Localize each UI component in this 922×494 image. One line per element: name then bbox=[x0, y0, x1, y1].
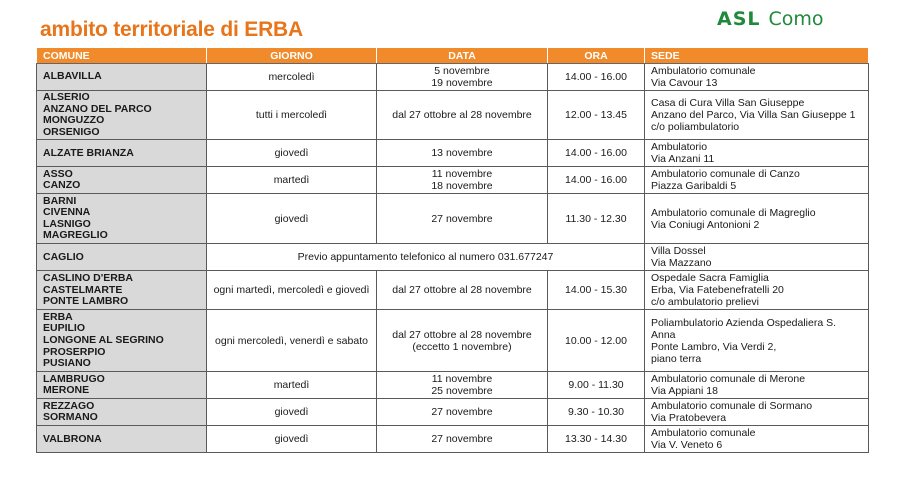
page-title: ambito territoriale di ERBA bbox=[40, 18, 303, 41]
comune-cell-line: PONTE LAMBRO bbox=[43, 295, 129, 308]
comune-cell bbox=[37, 271, 207, 310]
comune-cell bbox=[37, 194, 207, 244]
sede-cell-line: Via Coniugi Antonioni 2 bbox=[651, 218, 760, 231]
giorno-cell bbox=[207, 140, 377, 167]
comune-cell-line: ALSERIO bbox=[43, 91, 90, 103]
giorno-cell-line: giovedì bbox=[274, 212, 309, 225]
schedule-table bbox=[36, 47, 869, 453]
comune-cell-line: LAMBRUGO bbox=[43, 372, 105, 385]
sede-cell bbox=[645, 64, 869, 91]
comune-cell-line: MONGUZZO bbox=[43, 114, 105, 127]
giorno-cell bbox=[207, 167, 377, 194]
ora-cell-line: 9.30 - 10.30 bbox=[567, 406, 625, 419]
comune-cell-line: BARNI bbox=[43, 194, 77, 207]
comune-cell-line: ERBA bbox=[43, 310, 73, 323]
comune-cell-line: PROSERPIO bbox=[43, 345, 106, 358]
data-cell-line: 5 novembre bbox=[434, 65, 490, 77]
data-cell bbox=[377, 399, 548, 426]
comune-cell-line: LONGONE AL SEGRINO bbox=[43, 334, 164, 347]
comune-cell bbox=[37, 64, 207, 91]
sede-cell-line: Piazza Garibaldi 5 bbox=[651, 180, 737, 193]
data-cell-line: 13 novembre bbox=[431, 147, 493, 160]
data-cell-line: dal 27 ottobre al 28 novembre bbox=[392, 284, 532, 297]
comune-cell-line: CAGLIO bbox=[43, 250, 84, 263]
sede-cell-line: Ponte Lambro, Via Verdi 2, bbox=[651, 340, 777, 353]
comune-cell bbox=[37, 244, 207, 271]
table-row bbox=[37, 372, 869, 399]
data-cell bbox=[377, 372, 548, 399]
sede-cell-line: c/o ambulatorio prelievi bbox=[651, 296, 759, 309]
table-row bbox=[37, 310, 869, 372]
data-cell-line: 11 novembre bbox=[431, 168, 493, 181]
data-cell bbox=[377, 140, 548, 167]
appointment-note-cell: Previo appuntamento telefonico al numero 031.677247 bbox=[207, 244, 645, 271]
ora-cell-line: 14.00 - 16.00 bbox=[565, 147, 627, 160]
giorno-cell-line: ogni martedì, mercoledì e giovedì bbox=[213, 284, 370, 297]
table-row bbox=[37, 271, 869, 310]
comune-cell-line: EUPILIO bbox=[43, 322, 86, 335]
giorno-cell bbox=[207, 194, 377, 244]
sede-cell bbox=[645, 310, 869, 372]
sede-cell-line: c/o poliambulatorio bbox=[651, 121, 740, 134]
table-row bbox=[37, 244, 869, 271]
sede-cell-line: Ambulatorio comunale di Merone bbox=[651, 373, 806, 386]
giorno-cell bbox=[207, 399, 377, 426]
comune-cell bbox=[37, 399, 207, 426]
data-cell-line: 19 novembre bbox=[431, 77, 493, 89]
ora-cell-line: 13.30 - 14.30 bbox=[565, 433, 627, 446]
giorno-cell bbox=[207, 372, 377, 399]
comune-cell-line: ALZATE BRIANZA bbox=[43, 146, 134, 159]
comune-cell-line: MAGREGLIO bbox=[43, 229, 108, 242]
data-cell-line: 27 novembre bbox=[431, 433, 493, 446]
comune-cell bbox=[37, 167, 207, 194]
data-cell-line: 25 novembre bbox=[431, 385, 493, 398]
comune-cell-line: CIVENNA bbox=[43, 206, 91, 219]
ora-cell bbox=[548, 64, 645, 91]
giorno-cell bbox=[207, 426, 377, 453]
sede-cell-line: Via Anzani 11 bbox=[651, 153, 715, 166]
giorno-cell-line: mercoledì bbox=[268, 71, 315, 83]
comune-cell bbox=[37, 140, 207, 167]
sede-cell-line: Ambulatorio comunale di Canzo bbox=[651, 168, 800, 181]
ora-cell bbox=[548, 310, 645, 372]
data-cell bbox=[377, 194, 548, 244]
ora-cell-line: 14.00 - 16.00 bbox=[565, 71, 627, 83]
comune-cell-line: PUSIANO bbox=[43, 357, 91, 370]
comune-cell bbox=[37, 372, 207, 399]
data-cell-line: 27 novembre bbox=[431, 406, 493, 419]
table-row bbox=[37, 167, 869, 194]
sede-cell bbox=[645, 194, 869, 244]
ora-cell-line: 14.00 - 16.00 bbox=[565, 174, 627, 187]
sede-cell-line: Ambulatorio comunale di Sormano bbox=[651, 400, 813, 413]
table-row bbox=[37, 140, 869, 167]
column-header-ora: ORA bbox=[548, 48, 645, 64]
giorno-cell bbox=[207, 310, 377, 372]
sede-cell-line: Via V. Veneto 6 bbox=[651, 439, 723, 452]
data-cell-line: (eccetto 1 novembre) bbox=[412, 340, 512, 353]
ora-cell-line: 12.00 - 13.45 bbox=[565, 109, 627, 122]
comune-cell-line: SORMANO bbox=[43, 411, 98, 424]
data-cell-line: 18 novembre bbox=[431, 180, 493, 193]
sede-cell-line: Via Mazzano bbox=[651, 257, 712, 270]
data-cell-line: dal 27 ottobre al 28 novembre bbox=[392, 328, 532, 341]
giorno-cell bbox=[207, 91, 377, 140]
ora-cell-line: 10.00 - 12.00 bbox=[565, 334, 627, 347]
comune-cell bbox=[37, 310, 207, 372]
giorno-cell-line: giovedì bbox=[274, 406, 309, 419]
sede-cell-line: Villa Dossel bbox=[651, 245, 706, 258]
sede-cell-line: Ambulatorio comunale bbox=[651, 427, 756, 440]
giorno-cell bbox=[207, 271, 377, 310]
sede-cell-line: Via Cavour 13 bbox=[651, 77, 718, 89]
sede-cell-line: Ospedale Sacra Famiglia bbox=[651, 272, 769, 285]
comune-cell-line: VALBRONA bbox=[43, 432, 102, 445]
table-row bbox=[37, 399, 869, 426]
giorno-cell-line: giovedì bbox=[274, 433, 309, 446]
data-cell bbox=[377, 167, 548, 194]
sede-cell bbox=[645, 372, 869, 399]
sede-cell bbox=[645, 167, 869, 194]
ora-cell-line: 11.30 - 12.30 bbox=[565, 212, 627, 225]
sede-cell-line: piano terra bbox=[651, 352, 702, 365]
giorno-cell bbox=[207, 64, 377, 91]
column-header-giorno: GIORNO bbox=[207, 48, 377, 64]
asl-logo bbox=[717, 8, 824, 30]
sede-cell bbox=[645, 426, 869, 453]
comune-cell-line: CASLINO D'ERBA bbox=[43, 271, 133, 284]
ora-cell bbox=[548, 426, 645, 453]
comune-cell-line: CASTELMARTE bbox=[43, 283, 123, 296]
data-cell bbox=[377, 271, 548, 310]
sede-cell bbox=[645, 140, 869, 167]
data-cell bbox=[377, 310, 548, 372]
sede-cell-line: Via Pratobevera bbox=[651, 412, 727, 425]
table-row bbox=[37, 91, 869, 140]
comune-cell bbox=[37, 426, 207, 453]
ora-cell-line: 14.00 - 15.30 bbox=[565, 284, 627, 297]
data-cell-line: 11 novembre bbox=[431, 373, 493, 386]
comune-cell-line: ALBAVILLA bbox=[43, 70, 102, 83]
table-row bbox=[37, 64, 869, 91]
giorno-cell-line: martedì bbox=[273, 174, 310, 187]
data-cell bbox=[377, 426, 548, 453]
sede-cell-line: Ambulatorio comunale di Magreglio bbox=[651, 206, 816, 219]
sede-cell-line: Ambulatorio bbox=[651, 141, 708, 154]
giorno-cell-line: martedì bbox=[273, 379, 310, 392]
table-row bbox=[37, 194, 869, 244]
sede-cell bbox=[645, 91, 869, 140]
sede-cell bbox=[645, 399, 869, 426]
ora-cell bbox=[548, 372, 645, 399]
column-header-data: DATA bbox=[377, 48, 548, 64]
ora-cell-line: 9.00 - 11.30 bbox=[568, 379, 624, 392]
sede-cell-line: Ambulatorio comunale bbox=[651, 65, 756, 77]
data-cell bbox=[377, 91, 548, 140]
ora-cell bbox=[548, 194, 645, 244]
comune-cell-line: ASSO bbox=[43, 167, 73, 180]
ora-cell bbox=[548, 399, 645, 426]
column-header-sede: SEDE bbox=[645, 48, 869, 64]
data-cell-line: dal 27 ottobre al 28 novembre bbox=[392, 109, 532, 122]
comune-cell-line: CANZO bbox=[43, 179, 81, 192]
comune-cell-line: ORSENIGO bbox=[43, 125, 100, 138]
sede-cell-line: Anzano del Parco, Via Villa San Giuseppe 1 bbox=[651, 109, 856, 122]
column-header-comune: COMUNE bbox=[37, 48, 207, 64]
sede-cell bbox=[645, 271, 869, 310]
comune-cell-line: ANZANO DEL PARCO bbox=[43, 102, 152, 115]
sede-cell-line: Erba, Via Fatebenefratelli 20 bbox=[651, 284, 784, 297]
sede-cell-line: Casa di Cura Villa San Giuseppe bbox=[651, 97, 805, 110]
sede-cell bbox=[645, 244, 869, 271]
table-header-row bbox=[37, 48, 869, 64]
comune-cell-line: MERONE bbox=[43, 384, 90, 397]
giorno-cell-line: ogni mercoledì, venerdì e sabato bbox=[215, 334, 368, 347]
sede-cell-line: Poliambulatorio Azienda Ospedaliera S. Anna bbox=[651, 316, 837, 341]
ora-cell bbox=[548, 167, 645, 194]
comune-cell bbox=[37, 91, 207, 140]
sede-cell-line: Via Appiani 18 bbox=[651, 385, 718, 398]
comune-cell-line: REZZAGO bbox=[43, 399, 95, 412]
ora-cell bbox=[548, 140, 645, 167]
giorno-cell-line: giovedì bbox=[274, 147, 309, 160]
comune-cell-line: LASNIGO bbox=[43, 217, 91, 230]
asl-logo-city: Como bbox=[768, 8, 824, 30]
asl-logo-mark: ASL bbox=[717, 8, 761, 30]
ora-cell bbox=[548, 91, 645, 140]
table-row bbox=[37, 426, 869, 453]
giorno-cell-line: tutti i mercoledì bbox=[255, 109, 328, 122]
ora-cell bbox=[548, 271, 645, 310]
data-cell-line: 27 novembre bbox=[431, 212, 493, 225]
data-cell bbox=[377, 64, 548, 91]
